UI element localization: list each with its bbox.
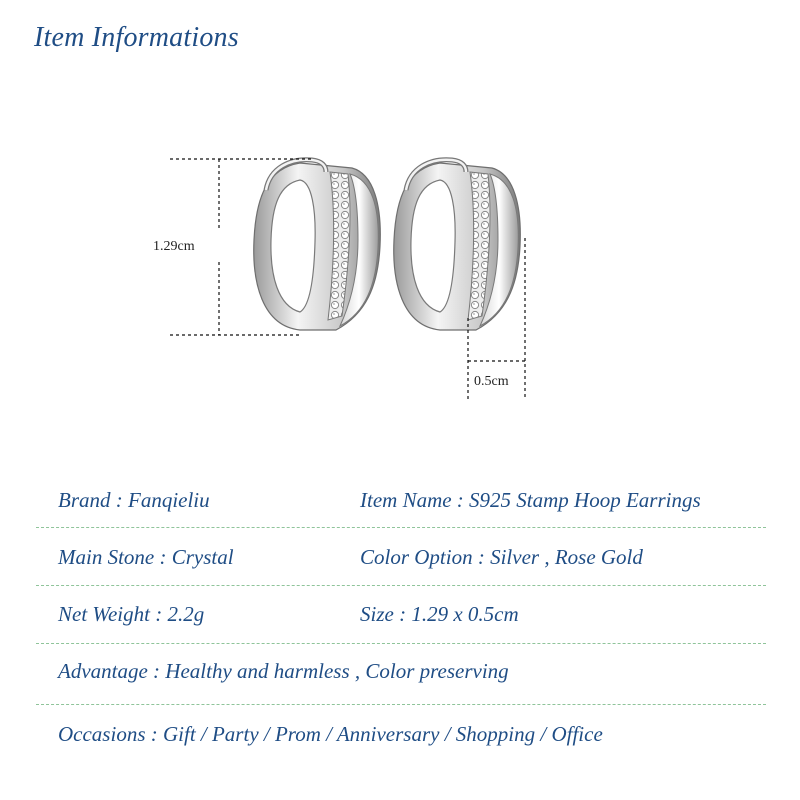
item-name-text: Item Name : S925 Stamp Hoop Earrings <box>360 488 701 512</box>
divider <box>36 585 766 586</box>
divider <box>36 643 766 644</box>
width-label: 0.5cm <box>474 374 509 389</box>
brand-text: Brand : Fanqieliu <box>58 488 210 512</box>
advantage-text: Advantage : Healthy and harmless , Color preserving <box>58 659 509 683</box>
right-earring <box>394 160 521 330</box>
divider <box>36 704 766 705</box>
occasions-text: Occasions : Gift / Party / Prom / Anniversary / Shopping / Office <box>58 722 603 746</box>
left-earring <box>254 160 381 330</box>
height-label: 1.29cm <box>153 239 195 254</box>
page-title: Item Informations <box>34 22 239 53</box>
divider <box>36 527 766 528</box>
color-option-text: Color Option : Silver , Rose Gold <box>360 545 643 569</box>
main-stone-text: Main Stone : Crystal <box>58 545 234 569</box>
size-text: Size : 1.29 x 0.5cm <box>360 602 519 626</box>
net-weight-text: Net Weight : 2.2g <box>58 602 205 626</box>
